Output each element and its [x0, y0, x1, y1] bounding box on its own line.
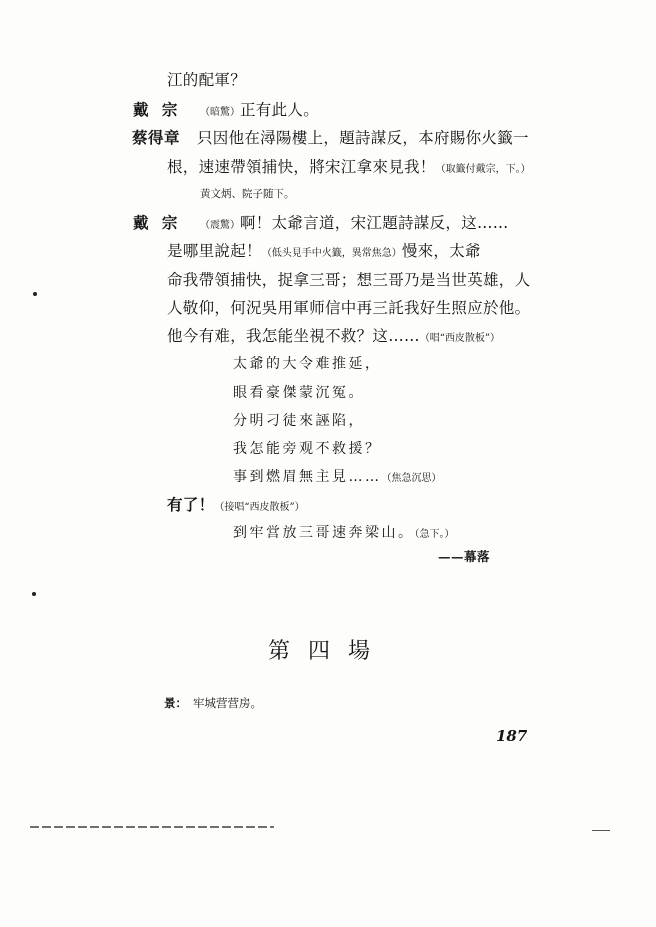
- scene-setting: [164, 695, 262, 711]
- setting-text: 牢城营营房。: [193, 696, 262, 710]
- stage-direction: （震驚）: [200, 220, 240, 231]
- dialogue-text: 是哪里說起！: [167, 242, 262, 260]
- verse-line: 分明刁徒來誣陷，: [233, 413, 365, 429]
- verse-line: [233, 467, 442, 489]
- binding-hole-mark: [33, 292, 37, 296]
- dialogue-line: [167, 270, 530, 290]
- dialogue-text: 正有此人。: [240, 101, 320, 119]
- speaker-name: 戴 宗: [133, 213, 182, 232]
- dialogue-text: 命我帶領捕快，捉拿三哥；想三哥乃是当世英雄，人: [167, 271, 531, 289]
- verse-line: 太爺的大令难推延，: [233, 356, 382, 372]
- stage-direction: （唱“西皮散板”）: [419, 333, 501, 344]
- verse-line: 眼看豪傑蒙沉冤。: [233, 385, 365, 401]
- page-number: 187: [496, 727, 528, 745]
- dialogue-line: [167, 241, 481, 264]
- stage-direction: 黄文炳、院子随下。: [200, 188, 295, 200]
- dialogue-line: [197, 128, 529, 148]
- scan-edge-rule: [592, 830, 610, 831]
- dialogue-line: [167, 157, 531, 180]
- dialogue-line: [200, 100, 319, 123]
- dialogue-text: 根，速速帶領捕快，將宋江拿來見我！: [167, 158, 436, 176]
- dialogue-text: 啊！太爺言道，宋江題詩謀反，这……: [240, 214, 509, 232]
- dialogue-line: [167, 70, 246, 90]
- verse-line: 我怎能旁观不救援？: [233, 441, 382, 457]
- stage-direction: （接唱“西皮散板”）: [214, 502, 305, 513]
- dialogue-line: [167, 298, 530, 318]
- scan-edge-rule: [30, 826, 274, 828]
- speaker-name: 戴 宗: [133, 100, 182, 119]
- setting-label: 景：: [164, 696, 187, 710]
- stage-direction: （焦急沉思）: [381, 473, 442, 484]
- stage-direction: （暗驚）: [200, 107, 240, 118]
- stage-direction: （低头見手中火籤，異常焦急）: [261, 248, 402, 259]
- dialogue-line: [200, 213, 509, 236]
- stage-direction: （取籤付戴宗，下。）: [435, 164, 531, 175]
- verse-text: 事到燃眉無主見……: [233, 469, 382, 485]
- curtain-falls: ——幕落: [438, 549, 491, 564]
- verse-line: [233, 523, 455, 545]
- verse-text: 到牢営放三哥速奔梁山。: [233, 525, 415, 541]
- dialogue-text: 人敬仰，何況吳用軍师信中再三託我好生照应於他。: [167, 299, 531, 317]
- binding-hole-mark: [32, 592, 36, 596]
- speaker-name: 蔡得章: [132, 128, 181, 147]
- dialogue-text: 慢來，太爺: [401, 242, 481, 260]
- scene-title: 第四場: [267, 639, 388, 664]
- dialogue-text: 他今有难，我怎能坐視不救？这……: [167, 327, 420, 345]
- dialogue-line: [167, 326, 500, 349]
- dialogue-text: 有了！: [167, 495, 215, 514]
- dialogue-line: [167, 495, 305, 518]
- dialogue-text: 江的配軍？: [167, 71, 247, 89]
- stage-direction: （急下。）: [414, 529, 455, 540]
- dialogue-text: 只因他在潯陽樓上，題詩謀反，本府賜你火籤一: [197, 129, 529, 147]
